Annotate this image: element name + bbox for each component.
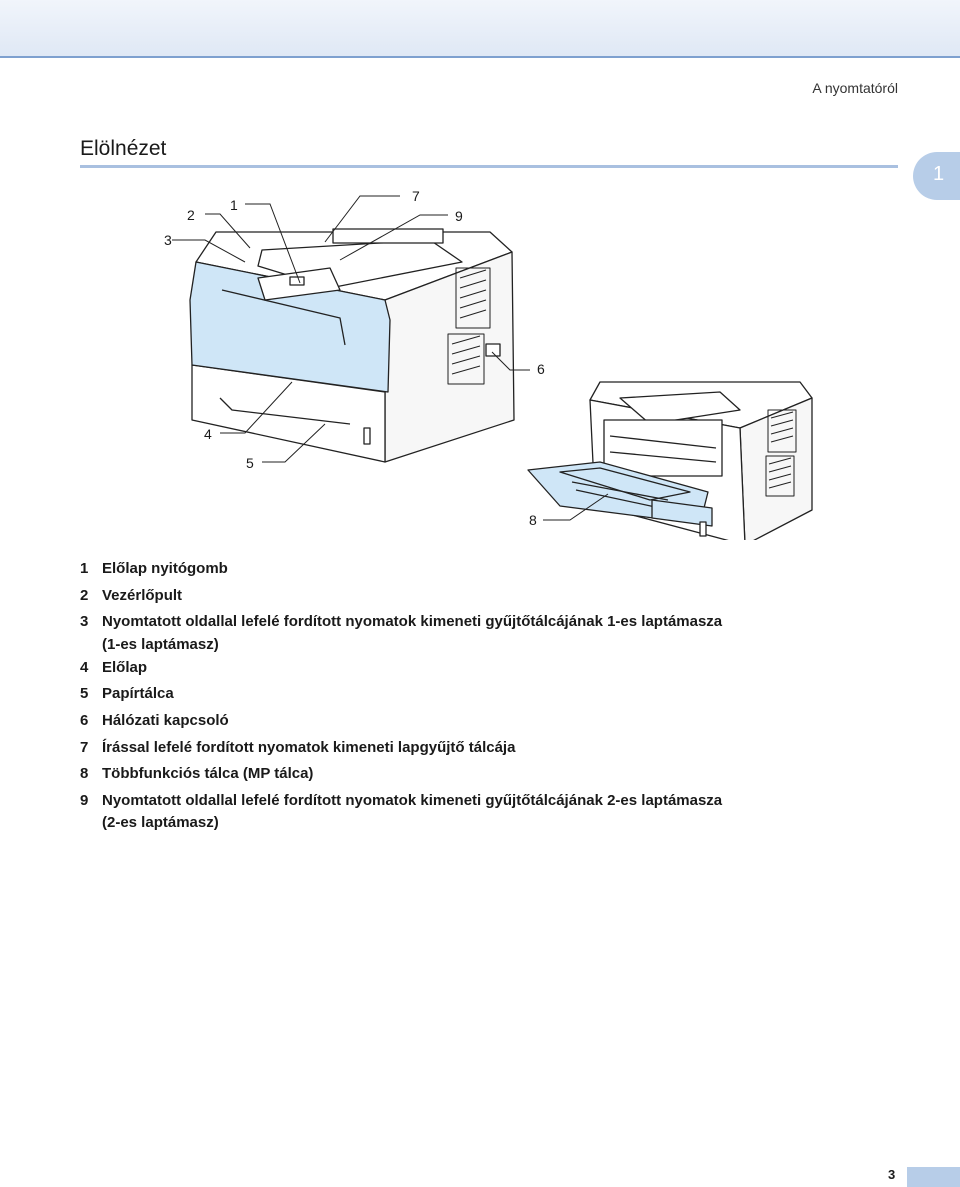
legend-item: 7 Írással lefelé fordított nyomatok kimeneti lapgyűjtő tálcája [80, 738, 516, 756]
callout-1: 1 [230, 197, 238, 213]
callout-5: 5 [246, 455, 254, 471]
printer-open [528, 382, 812, 540]
chapter-number: 1 [933, 163, 945, 185]
printer-closed [190, 229, 514, 462]
title-rule [80, 165, 898, 168]
callout-8: 8 [529, 512, 537, 528]
legend-item: 8 Többfunkciós tálca (MP tálca) [80, 765, 314, 783]
page-number: 3 [888, 1167, 896, 1182]
printer-figure [0, 180, 960, 540]
legend-item: 6 Hálózati kapcsoló [80, 711, 229, 729]
running-head: A nyomtatóról [812, 80, 898, 96]
callout-4: 4 [204, 426, 212, 442]
footer-bar [907, 1167, 960, 1187]
parts-legend [80, 556, 840, 833]
legend-item: 4 Előlap [80, 658, 148, 676]
legend-item: 9 Nyomtatott oldallal lefelé fordított nyomatok kimeneti gyűjtőtálcájának 2-es laptámasza (2-es laptámasz) [80, 791, 723, 832]
callout-9: 9 [455, 208, 463, 224]
callout-6: 6 [537, 361, 545, 377]
callout-3: 3 [164, 232, 172, 248]
printer-illustration [0, 180, 960, 540]
callout-2: 2 [187, 207, 195, 223]
legend-item: 2 Vezérlőpult [80, 586, 183, 604]
section-title: Elölnézet [80, 137, 167, 160]
legend-item: 1 Előlap nyitógomb [80, 560, 228, 577]
legend-item: 3 Nyomtatott oldallal lefelé fordított nyomatok kimeneti gyűjtőtálcájának 1-es laptámasza (1-es laptámasz) [80, 613, 723, 653]
top-band [0, 0, 960, 58]
legend-item: 5 Papírtálca [80, 685, 174, 703]
callout-7: 7 [412, 188, 420, 204]
